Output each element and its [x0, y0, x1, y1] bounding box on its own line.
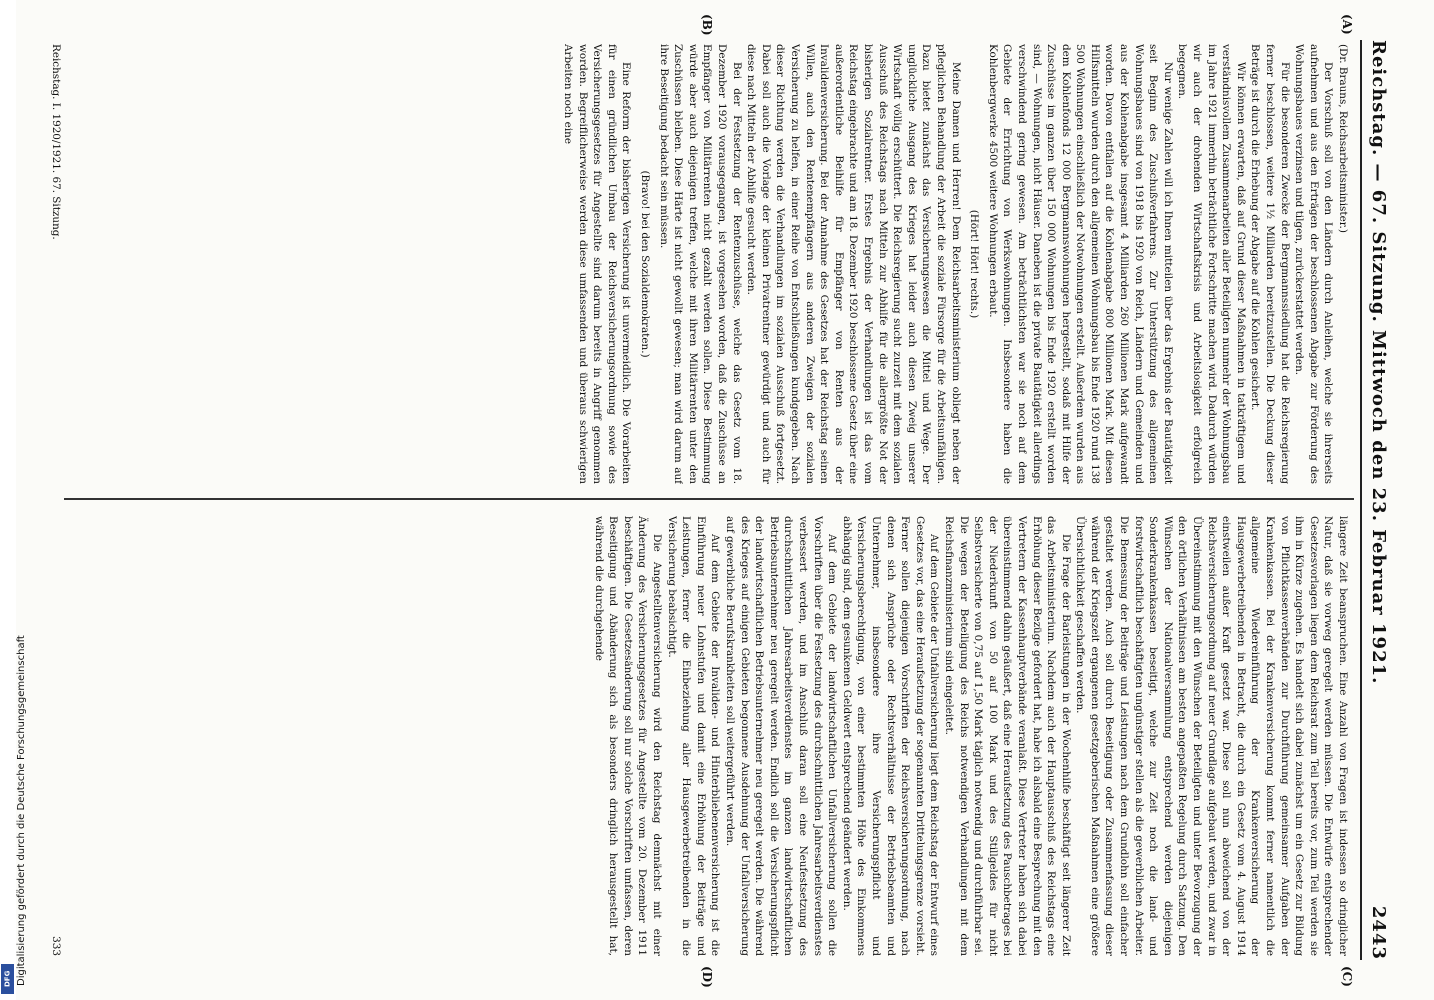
marker-b: (B) [700, 14, 714, 36]
header-page-number: 2443 [1368, 905, 1390, 960]
left-paragraph: Der Vorschuß soll von den Ländern durch Anleihen, welche sie ihrerseits aufnehmen und aus den Erträgen der beschlossenen Abgabe zur Förderung des Wohnungsbaues verzinsen und tilgen, zurückerstattet werden. [1293, 44, 1335, 484]
right-column [70, 516, 1350, 956]
page-header [1364, 40, 1394, 960]
marker-a: (A) [1340, 14, 1354, 35]
digitization-sidebar [0, 0, 27, 1000]
header-rule [1360, 40, 1362, 960]
left-paragraph: Meine Damen und Herren! Dem Reichsarbeitsministerium obliegt neben der pfleglichen Behandlung der Arbeit die soziale Fürsorge für die Arbeitsunfähigen. Dazu bietet zunächst das Versicherungswesen die Mittel und Wege. Der unglückliche Ausgang des Krieges hat leider auch diesen Zweig unserer Wirtschaft völlig erschüttert. Die Reichsregierung sucht zurzeit mit dem sozialen Ausschuß des Reichstags nach Mitteln zur Abhilfe für die allergrößte Not der bisherigen Sozialrentner. Erstes Ergebnis der Verhandlungen ist das vom Reichstag eingebrachte und am 18. Dezember 1920 beschlossene Gesetz über eine außerordentliche Beihilfe für Empfänger von Renten aus der Invalidenversicherung. Bei der Annahme des Gesetzes hat der Reichstag seinen Willen, auch den Rentenempfängern aus anderen Zweigen der sozialen Versicherung zu helfen, in einer Reihe von Entschließungen kundgegeben. Nach dieser Richtung werden die Verhandlungen im sozialen Ausschuß fortgesetzt. Dabei soll auch die Vorlage der kleinen Privatrentner gewürdigt und auch für diese nach Mitteln der Abhilfe gesucht werden. [745, 44, 962, 484]
dfg-logo-icon: DFG [1, 964, 14, 994]
marker-d: (D) [700, 966, 714, 988]
footer-page-number: 333 [50, 936, 62, 956]
digitization-credit: Digitalisierung gefördert durch die Deutsche Forschungsgemeinschaft [16, 635, 27, 986]
marker-c: (C) [1340, 966, 1354, 987]
left-paragraph: Bei der Festsetzung der Rentenzuschüsse, welche das Gesetz vom 18. Dezember 1920 vorausgegangen, ist vorgesehen worden, daß die Zuschüsse an Empfänger von Militärrenten nicht gezahlt werden sollen. Diese Bestimmung würde aber auch diejenigen treffen, welche mit ihren Militärrenten unter den Zuschüssen bleiben. Diese Härte ist nicht gewollt gewesen; man wird darum auf ihre Beseitigung bedacht sein müssen. [657, 44, 743, 484]
footer-imprint: Reichstag. I. 1920/1921. 67. Sitzung. [50, 44, 62, 240]
left-paragraph: Nur wenige Zahlen will ich Ihnen mitteilen über das Ergebnis der Bautätigkeit seit Beginn des Zuschußverfahrens. Zur Unterstützung des allgemeinen Wohnungsbaues sind von 1918 bis 1920 von Reich, Ländern und Gemeinden und aus der Kohlenabgabe insgesamt 4 Milliarden 260 Millionen Mark aufgewandt worden. Davon entfallen auf die Kohlenabgabe 800 Millionen Mark. Mit diesen Hilfsmitteln wurden durch den allgemeinen Wohnungsbau bis Ende 1920 rund 138 500 Wohnungen einschließlich der Notwohnungen erstellt. Außerdem wurden aus dem Kohlenfonds 12 000 Bergmannswohnungen hergestellt, sodaß mit Hilfe der Zuschüsse im ganzen über 150 000 Wohnungen bis Ende 1920 erstellt worden sind, — Wohnungen, nicht Häuser. Daneben ist die private Bautätigkeit allerdings verschwindend gering gewesen. Am beträchtlichsten war sie noch auf dem Gebiete der Errichtung von Werkswohnungen. Insbesondere haben die Kohlenbergwerke 4500 weitere Wohnungen erbaut. [986, 44, 1174, 484]
column-divider [64, 498, 1354, 500]
left-interjection: (Hört! Hört! rechts.) [968, 209, 981, 319]
right-paragraph: Auf dem Gebiete der Unfallversicherung liegt dem Reichstag der Entwurf eines Gesetzes vor, das eine Heraufsetzung der sogenannten Drittelungsgrenze vorsieht. Ferner sollen diejenigen Vorschriften der Reichsversicherungsordnung, nach denen sich Ansprüche oder Rechtsverhältnisse der Betriebsbeamten und Unternehmer, insbesondere ihre Versicherungspflicht und Versicherungsberechtigung, von einer bestimmten Höhe des Einkommens abhängig sind, dem gesunkenen Geldwert entsprechend geändert werden. [840, 516, 941, 956]
header-title: Reichstag. — 67. Sitzung. Mittwoch den 23. Februar 1921. [1368, 40, 1390, 685]
left-paragraph: (Dr. Brauns, Reichsarbeitsminister.) [1337, 44, 1349, 233]
left-paragraph: Eine Reform der bisherigen Versicherung ist unvermeidlich. Die Vorarbeiten für einen gründlichen Umbau der Reichsversicherungsordnung sowie des Versicherungsgesetzes für Angestellte sind darum bereits in Angriff genommen worden. Begreiflicherweise werden diese umfassenden und überaus schwierigen Arbeiten noch eine [562, 44, 633, 484]
left-paragraph: Für die besonderen Zwecke der Bergmannssiedlung hat die Reichsregierung ferner beschlossen, weitere 1½ Milliarden bereitzustellen. Die Deckung dieser Beträge ist durch die Erhebung der Abgabe auf die Kohlen gesichert. [1249, 44, 1291, 484]
right-paragraph: längere Zeit beanspruchen. Eine Anzahl von Fragen ist indessen so dringlicher Natur, daß sie vorweg geregelt werden müssen. Die Entwürfe entsprechender Gesetzesvorlagen liegen dem Reichsrat zum Teil bereits vor, zum Teil werden sie ihm in Kürze zugehen. Es handelt sich dabei zunächst um ein Gesetz zur Bildung von Pflichtkassenverbänden zur Durchführung gemeinsamer Aufgaben der Krankenkassen. Bei der Krankenversicherung kommt ferner namentlich die allgemeine Wiedereinführung der Krankenversicherung der Hausgewerbetreibenden in Betracht, die durch ein Gesetz vom 4. August 1914 einstweilen außer Kraft gesetzt war. Diese soll nun abweichend von der Reichsversicherungsordnung auf neuer Grundlage aufgebaut werden, und zwar in Übereinstimmung mit den Wünschen der Beteiligten und unter Bevorzugung der den örtlichen Verhältnissen am besten angepaßten Regelung durch Satzung. Den Wünschen der Nationalversammlung entsprechend werden diejenigen Sonderkrankenkassen beseitigt, welche zur Zeit noch die land- und forstwirtschaftlich beschäftigten ungünstiger stellen als die gewerblichen Arbeiter. Die Bemessung der Beiträge und Leistungen nach dem Grundlohn soll einfacher gestaltet werden. Auch soll durch Beseitigung oder Zusammenfassung dieser während der Kriegszeit ergangenen gesetzgeberischen Maßnahmen eine größere Übersichtlichkeit geschaffen werden. [1074, 516, 1349, 956]
right-paragraph: Auf dem Gebiete der landwirtschaftlichen Unfallversicherung sollen die Vorschriften über die Festsetzung des durchschnittlichen Jahresarbeitsverdienstes verbessert werden, und im Anschluß daran soll eine Neufestsetzung des durchschnittlichen Jahresarbeitsverdienstes im ganzen landwirtschaftlichen Betriebsunternehmer neu geregelt werden. Endlich soll die Versicherungspflicht der landwirtschaftlichen Betriebsunternehmer neu geregelt werden. Die während des Krieges auf einigen Gebieten begonnene Ausdehnung der Unfallversicherung auf gewerbliche Berufskrankheiten soll weitergeführt werden. [724, 516, 839, 956]
right-paragraph: Die Angestelltenversicherung wird den Reichstag demnächst mit einer Änderung des Versicherungsgesetzes für Angestellte vom 20. Dezember 1911 beschäftigen. Die Gesetzesänderung soll nur solche Vorschriften umfassen, deren Beseitigung und Abänderung sich als besonders dringlich herausgestellt hat, während die durchgehende [592, 516, 664, 956]
right-paragraph: Auf dem Gebiete der Invaliden- und Hinterbliebenenversicherung ist die Einführung neuer Lohnstufen und damit eine Erhöhung der Beiträge und Leistungen, ferner die Einbeziehung aller Hausgewerbetreibenden in die Versicherung beabsichtigt. [665, 516, 722, 956]
left-column [70, 44, 1350, 484]
left-paragraph: Wir können erwarten, daß auf Grund dieser Maßnahmen in tatkräftigem und verständnisvollem Zusammenarbeiten aller Beteiligten nunmehr der Wohnungsbau im Jahre 1921 immerhin beträchtliche Fortschritte machen wird. Dadurch würden wir auch der drohenden Wirtschaftskrisis und Arbeitslosigkeit erfolgreich begegnen. [1176, 44, 1247, 484]
left-interjection: (Bravo! bei den Sozialdemokraten.) [639, 170, 652, 358]
right-paragraph: Die Frage der Barleistungen in der Wochenhilfe beschäftigt seit längerer Zeit das Arbeitsministerium. Nachdem auch der Hauptausschuß des Reichstags eine Erhöhung dieser Bezüge gefordert hat, habe ich alsbald eine Besprechung mit den Vertretern der Kassenhauptverbände veranlaßt. Diese Vertreter haben sich dabei übereinstimmend dahin geäußert, daß eine Heraufsetzung des Pauschbetrages bei der Niederkunft von 50 auf 100 Mark und des Stillgeldes für nicht Selbstversicherte von 0,75 auf 1,50 Mark täglich notwendig und durchführbar sei. Die wegen der Beteiligung des Reichs notwendigen Verhandlungen mit dem Reichsfinanzministerium sind eingeleitet. [942, 516, 1072, 956]
